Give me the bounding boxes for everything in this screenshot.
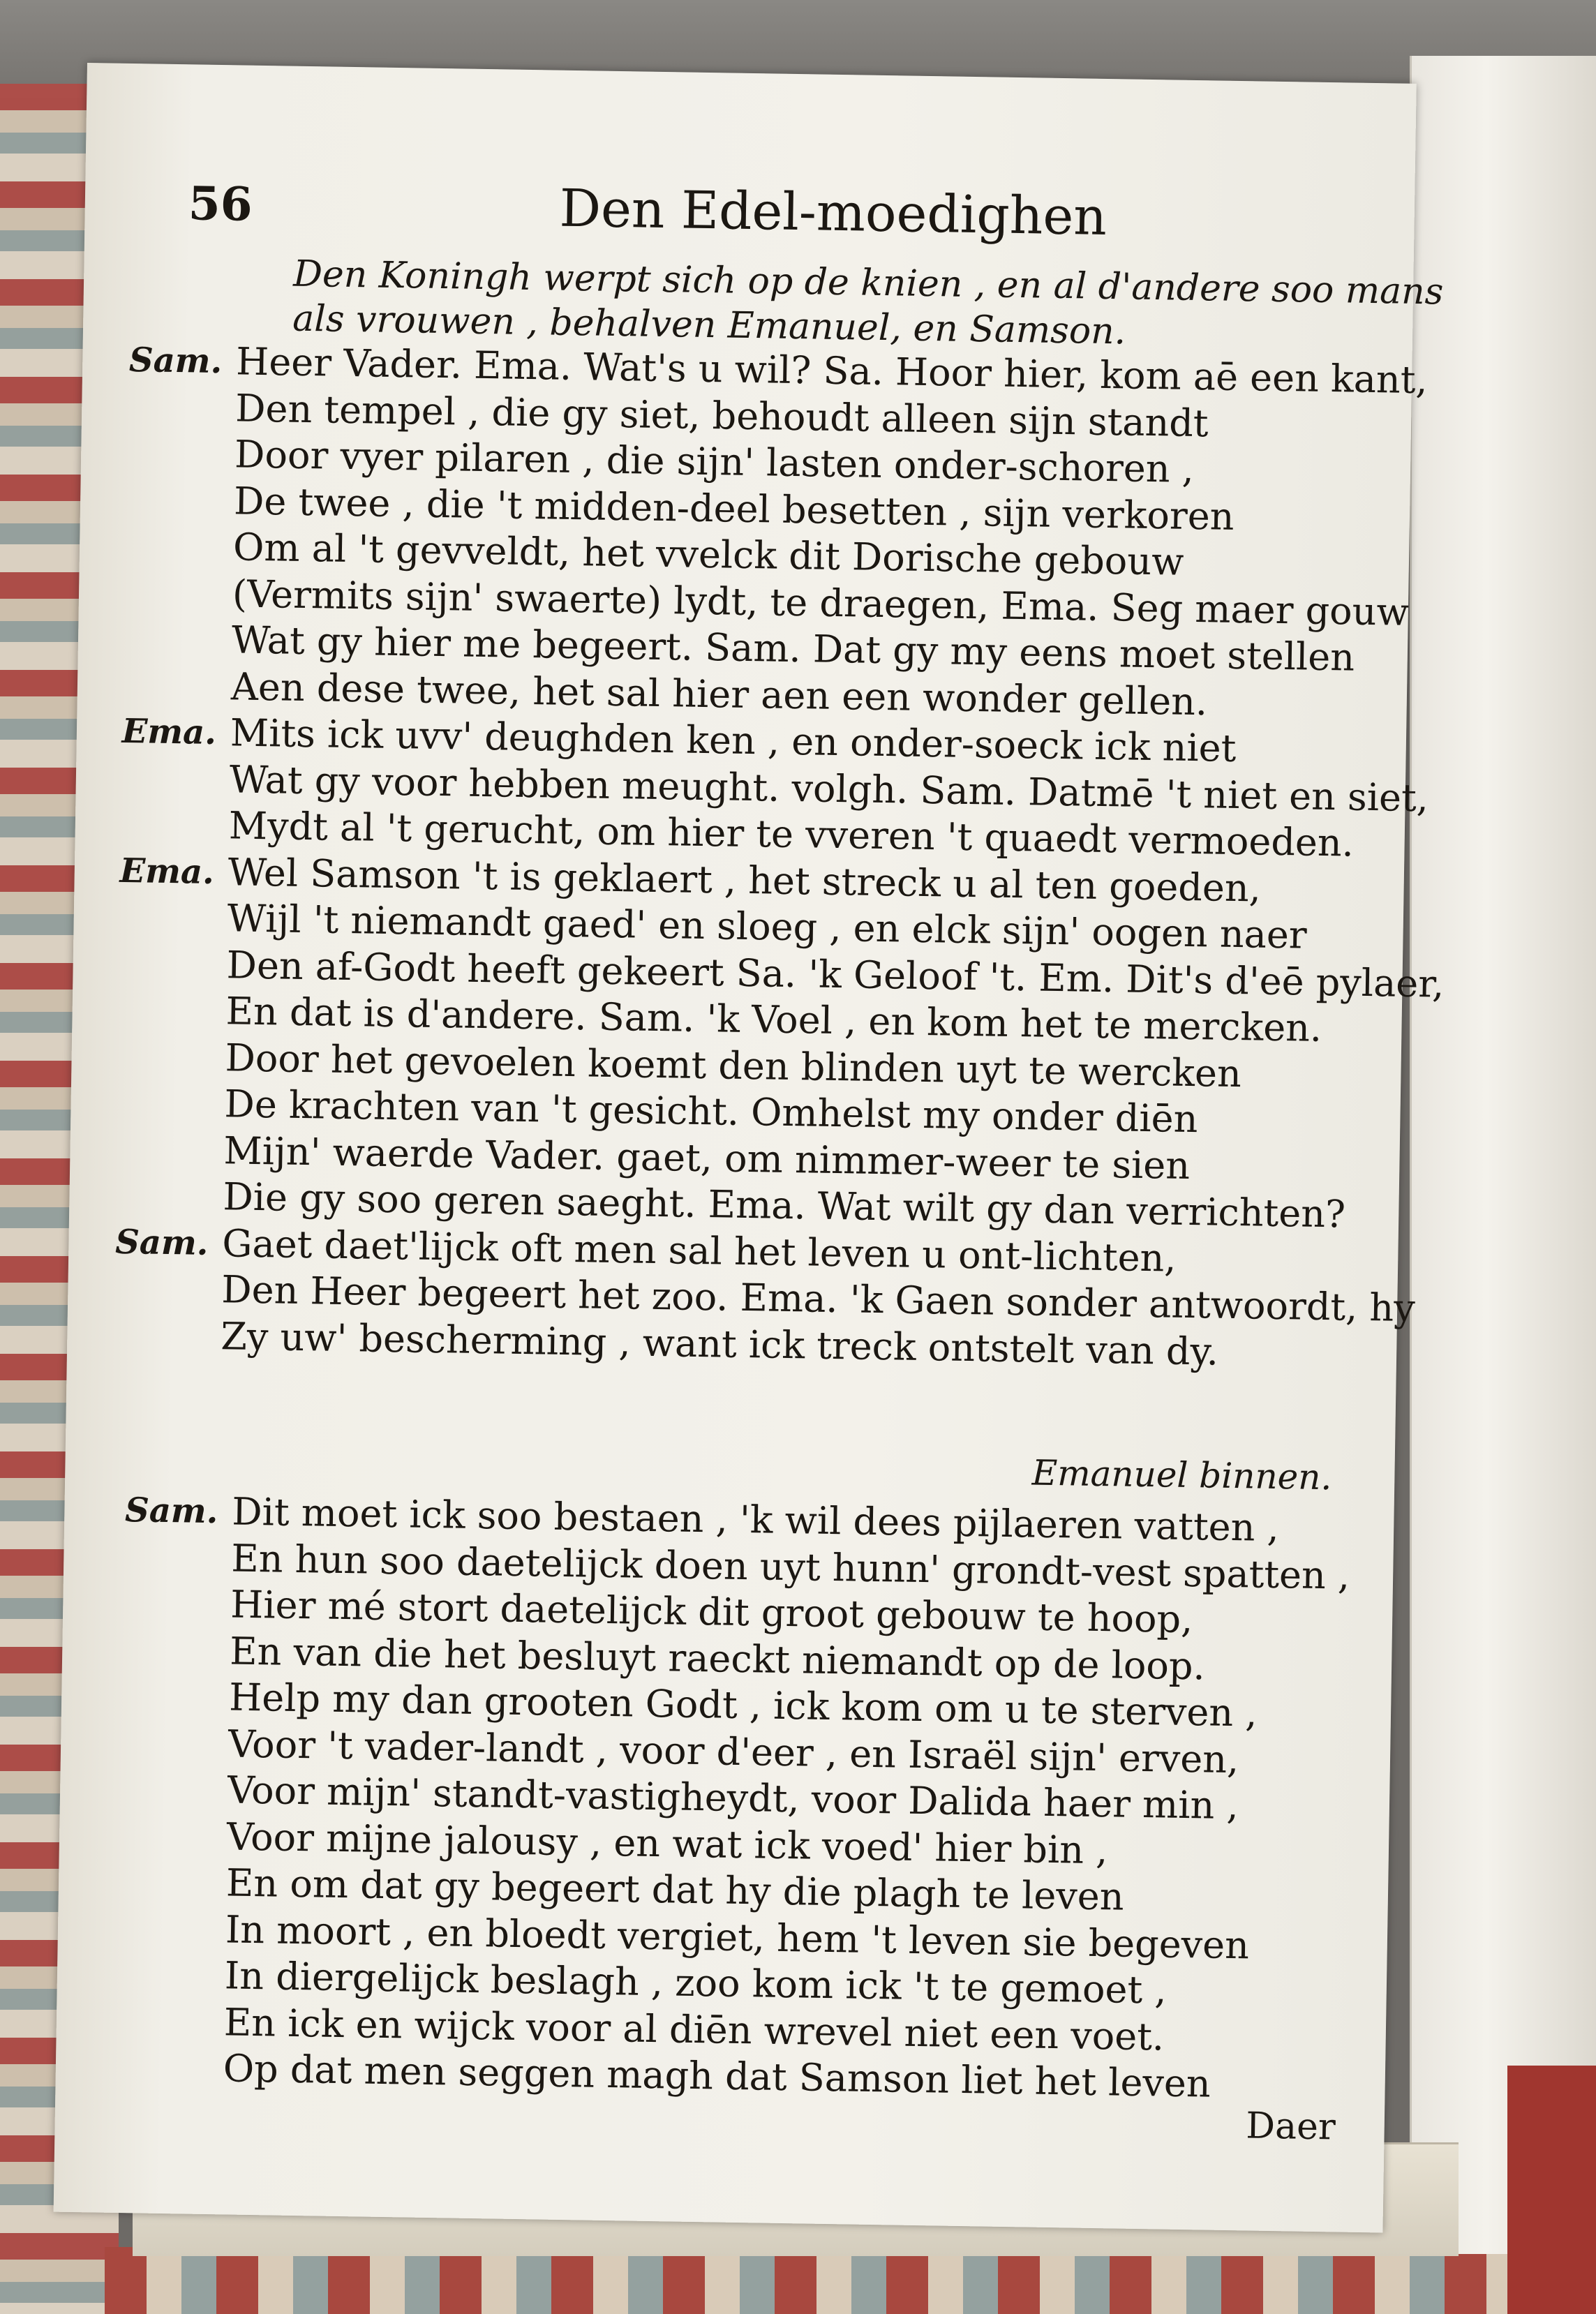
verse-text: Heer Vader. Ema. Wat's u wil? Sa. Hoor hier, kom aē een kant, bbox=[235, 339, 1429, 403]
stage-direction: Den Koningh werpt sich op de knien , en al d'andere soo mans bbox=[292, 253, 1444, 313]
verse-text: Wat gy voor hebben meught. volgh. Sam. Datmē 't niet en siet, bbox=[229, 756, 1429, 820]
verse-text: En van die het besluyt raeckt niemandt op de loop. bbox=[229, 1628, 1206, 1688]
speaker-label: Sam. bbox=[128, 340, 223, 382]
binding-corner bbox=[1507, 2066, 1596, 2314]
book-page bbox=[54, 63, 1445, 2233]
catchword: Daer bbox=[1245, 2105, 1336, 2149]
verse-text: Den tempel , die gy siet, behoudt alleen sijn standt bbox=[234, 385, 1209, 445]
verse-text: Voor mijn' standt-vastigheydt, voor Dalida haer min , bbox=[227, 1768, 1239, 1828]
verse-text: En dat is d'andere. Sam. 'k Voel , en kom het te mercken. bbox=[225, 989, 1322, 1050]
verse-text: Mydt al 't gerucht, om hier te vveren 't quaedt vermoeden. bbox=[228, 803, 1355, 865]
verse-text: Wat gy hier me begeert. Sam. Dat gy my eens moet stellen bbox=[231, 618, 1355, 680]
speaker-label: Sam. bbox=[114, 1222, 209, 1263]
speaker-label: Ema. bbox=[121, 711, 217, 753]
page-number: 56 bbox=[188, 176, 253, 232]
verse-text: Zy uw' bescherming , want ick treck ontstelt van dy. bbox=[220, 1313, 1219, 1374]
facing-page-right bbox=[1410, 56, 1596, 2254]
verse-text: Aen dese twee, het sal hier aen een wonder gellen. bbox=[230, 664, 1208, 724]
verse-text: En ick en wijck voor al diēn wrevel niet een voet. bbox=[223, 1999, 1165, 2059]
verse-text: Voor mijne jalousy , en wat ick voed' hier bin , bbox=[226, 1814, 1108, 1872]
verse-text: Den af-Godt heeft gekeert Sa. 'k Geloof 't. Em. Dit's d'eē pylaer, bbox=[226, 942, 1445, 1006]
verse-block-2 bbox=[111, 1487, 1376, 2110]
exit-note: Emanuel binnen. bbox=[1031, 1452, 1332, 1498]
verse-text: Gaet daet'lijck oft men sal het leven u ont-lichten, bbox=[221, 1221, 1177, 1281]
verse-text: Wel Samson 't is geklaert , het streck u al ten goeden, bbox=[228, 849, 1262, 911]
verse-text: In diergelijck beslagh , zoo kom ick 't te gemoet , bbox=[224, 1953, 1168, 2013]
verse-text: De krachten van 't gesicht. Omhelst my onder diēn bbox=[224, 1082, 1198, 1142]
verse-text: (Vermits sijn' swaerte) lydt, te draegen, Ema. Seg maer gouw bbox=[232, 571, 1410, 634]
verse-text: Voor 't vader-landt , voor d'eer , en Israël sijn' erven, bbox=[228, 1721, 1239, 1782]
verse-text: Door het gevoelen koemt den blinden uyt te wercken bbox=[225, 1035, 1242, 1096]
verse-text: Mits ick uvv' deughden ken , en onder-soeck ick niet bbox=[230, 710, 1237, 770]
speaker-label: Sam. bbox=[124, 1491, 218, 1532]
verse-text: Wijl 't niemandt gaed' en sloeg , en elck sijn' oogen naer bbox=[227, 896, 1308, 957]
verse-text: Door vyer pilaren , die sijn' lasten onder-schoren , bbox=[234, 432, 1195, 491]
verse-text: Op dat men seggen magh dat Samson liet het leven bbox=[223, 2046, 1211, 2106]
verse-text: Mijn' waerde Vader. gaet, om nimmer-weer te sien bbox=[223, 1128, 1191, 1188]
verse-text: En om dat gy begeert dat hy die plagh te leven bbox=[225, 1860, 1125, 1919]
marbled-endpaper-bottom bbox=[105, 2247, 1596, 2314]
speaker-label: Ema. bbox=[119, 851, 215, 892]
verse-block-1 bbox=[109, 337, 1445, 1378]
verse-text: Den Heer begeert het zoo. Ema. 'k Gaen sonder antwoordt, hy bbox=[221, 1267, 1416, 1331]
stage-direction: als vrouwen , behalven Emanuel, en Samson. bbox=[292, 297, 1126, 353]
verse-text: In moort , en bloedt vergiet, hem 't leven sie begeven bbox=[225, 1906, 1250, 1967]
verse-text: Help my dan grooten Godt , ick kom om u te sterven , bbox=[228, 1675, 1258, 1736]
verse-text: De twee , die 't midden-deel besetten , sijn verkoren bbox=[233, 478, 1235, 539]
verse-text: En hun soo daetelijck doen uyt hunn' grondt-vest spatten , bbox=[230, 1536, 1350, 1598]
verse-text: Om al 't gevveldt, het vvelck dit Dorische gebouw bbox=[232, 525, 1184, 584]
verse-text: Die gy soo geren saeght. Ema. Wat wilt gy dan verrichten? bbox=[223, 1174, 1346, 1237]
verse-text: Dit moet ick soo bestaen , 'k wil dees pijlaeren vatten , bbox=[231, 1489, 1280, 1551]
running-head: Den Edel-moedighen bbox=[559, 178, 1107, 247]
verse-text: Hier mé stort daetelijck dit groot gebouw te hoop, bbox=[230, 1582, 1193, 1642]
